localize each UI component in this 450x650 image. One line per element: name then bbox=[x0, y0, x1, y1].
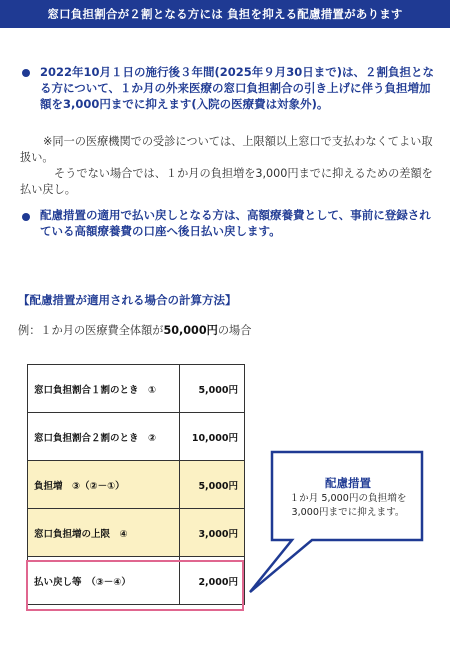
example-amount: 50,000円 bbox=[163, 324, 218, 337]
bullet-item-1: 2022年10月１日の施行後３年間(2025年９月30日まで)は、２割負担となる方について、１か月の外来医療の窓口負担割合の引き上げに伴う負担増加額を3,000円までに抑えます(入院の医療費は対象外)。 bbox=[40, 65, 435, 111]
row-label: 負担増 ③（②－①） bbox=[28, 461, 180, 509]
row-value: 10,000円 bbox=[179, 413, 244, 461]
callout-title: 配慮措置 bbox=[325, 476, 371, 490]
row-value: 3,000円 bbox=[179, 509, 244, 557]
row-value: 5,000円 bbox=[179, 461, 244, 509]
page-title: 窓口負担割合が２割となる方には 負担を抑える配慮措置があります bbox=[47, 7, 403, 21]
example-suffix: の場合 bbox=[217, 324, 252, 337]
note-refund: そうでない場合では、１か月の負担増を3,000円までに抑えるための差額を払い戻し。 bbox=[20, 167, 433, 196]
row-label: 窓口負担割合１割のとき ① bbox=[28, 365, 180, 413]
example-prefix: 例：１か月の医療費全体額が bbox=[18, 324, 164, 337]
row-label: 窓口負担割合２割のとき ② bbox=[28, 413, 180, 461]
row-label: 窓口負担増の上限 ④ bbox=[28, 509, 180, 557]
row-label: 払い戻し等 （③－④） bbox=[28, 557, 180, 605]
callout-body: １か月 5,000円の負担増を3,000円までに抑えます。 bbox=[289, 493, 407, 518]
note-same-clinic: ※同一の医療機関での受診については、上限額以上窓口で支払わなくてよい取扱い。 bbox=[20, 135, 433, 164]
section-title: 【配慮措置が適用される場合の計算方法】 bbox=[18, 293, 237, 307]
row-value: 2,000円 bbox=[179, 557, 244, 605]
row-value: 5,000円 bbox=[179, 365, 244, 413]
bullet-item-2: 配慮措置の適用で払い戻しとなる方は、高額療養費として、事前に登録されている高額療養費の口座へ後日払い戻します。 bbox=[40, 208, 431, 238]
